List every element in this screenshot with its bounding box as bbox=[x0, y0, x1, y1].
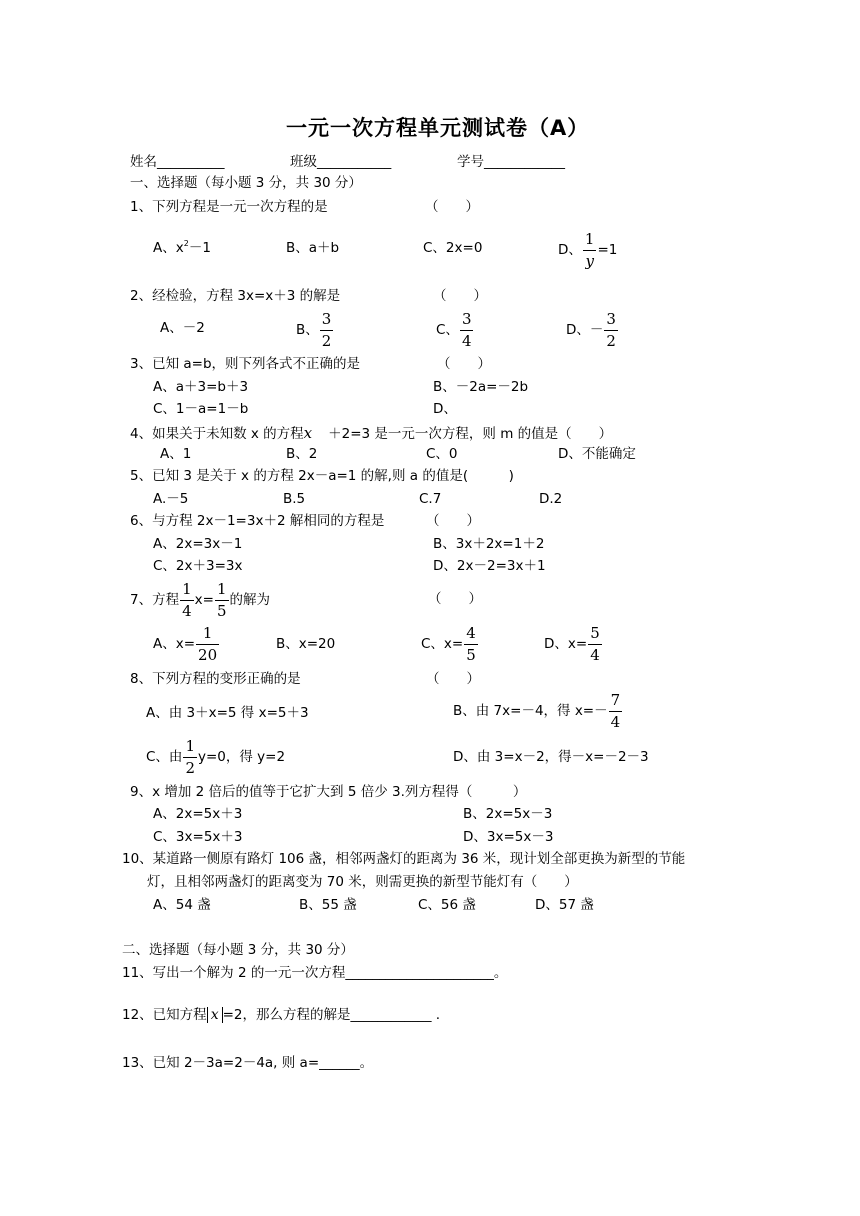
option-d: D、不能确定 bbox=[558, 446, 636, 462]
option-d: D、x= $\frac{5}{4}$ bbox=[544, 624, 600, 664]
option-a: A、$x^2-1$ bbox=[153, 239, 211, 256]
question-stem-cont: 灯，且相邻两盏灯的距离变为 70 米，则需更换的新型节能灯有（ ） bbox=[147, 874, 578, 890]
question-stem: 4、如果关于未知数 x 的方程x ＋2=3 是一元一次方程，则 m 的值是（ ） bbox=[130, 424, 613, 442]
option-c: C、x= $\frac{4}{5}$ bbox=[421, 624, 476, 664]
fraction: $\frac{1}{20}$ bbox=[198, 624, 218, 664]
question-stem: 3、已知 a=b，则下列各式不正确的是 bbox=[130, 356, 361, 372]
question-stem: 1、下列方程是一元一次方程的是 bbox=[130, 199, 328, 215]
option-d: D、 $\frac{1}{y}$ =1 bbox=[558, 230, 618, 270]
option-a: A、a＋3=b＋3 bbox=[153, 379, 249, 395]
option-a: A、2x=3x－1 bbox=[153, 536, 243, 552]
option-c: C、3x=5x＋3 bbox=[153, 829, 243, 845]
option-d: D.2 bbox=[539, 491, 563, 507]
option-c: C、由 $\frac{1}{2}$ y=0，得 y=2 bbox=[146, 737, 286, 777]
option-b: B、2 bbox=[286, 446, 318, 462]
page-title: 一元一次方程单元测试卷（A） bbox=[286, 116, 590, 140]
option-b: B.5 bbox=[283, 491, 306, 507]
option-d: D、3x=5x－3 bbox=[463, 829, 554, 845]
option-c: C、1－a=1－b bbox=[153, 401, 249, 417]
fraction: $\frac{3}{2}$ bbox=[321, 310, 332, 350]
question-fill-13: 13、已知 2－3a=2－4a, 则 a=______。 bbox=[122, 1055, 374, 1071]
option-b: B、3x＋2x=1＋2 bbox=[433, 536, 545, 552]
option-c: C.7 bbox=[419, 491, 442, 507]
option-c: C、0 bbox=[426, 446, 458, 462]
option-d: D、－ $\frac{3}{2}$ bbox=[566, 310, 616, 350]
option-d: D、由 3=x－2，得－x=－2－3 bbox=[453, 749, 649, 765]
question-fill-12: 12、已知方程 x =2，那么方程的解是____________ . bbox=[122, 1007, 441, 1023]
option-a: A、2x=5x＋3 bbox=[153, 806, 243, 822]
student-id-field[interactable]: 学号____________ bbox=[457, 154, 565, 170]
option-c: C、2x=0 bbox=[423, 240, 483, 256]
option-a: A、x= $\frac{1}{20}$ bbox=[153, 624, 218, 664]
question-stem: 10、某道路一侧原有路灯 106 盏，相邻两盏灯的距离为 36 米，现计划全部更换为新型的节能 bbox=[122, 851, 686, 867]
question-stem: 7、方程 $\frac{1}{4}$ x= $\frac{1}{5}$ 的解为 bbox=[130, 580, 270, 620]
question-stem: 8、下列方程的变形正确的是 bbox=[130, 671, 301, 687]
option-c: C、 $\frac{3}{4}$ bbox=[436, 310, 472, 350]
option-b: B、x=20 bbox=[276, 636, 336, 652]
fraction: $\frac{1}{2}$ bbox=[185, 737, 195, 777]
option-a: A、由 3＋x=5 得 x=5＋3 bbox=[146, 705, 309, 721]
option-a: A、1 bbox=[160, 446, 192, 462]
fraction: $\frac{5}{4}$ bbox=[590, 624, 600, 664]
fraction: $\frac{3}{2}$ bbox=[606, 310, 616, 350]
option-a: A.－5 bbox=[153, 491, 189, 507]
fraction: $\frac{3}{4}$ bbox=[461, 310, 472, 350]
option-b: B、 $\frac{3}{2}$ bbox=[296, 310, 332, 350]
option-c: C、2x＋3=3x bbox=[153, 558, 243, 574]
answer-paren: （ ） bbox=[426, 513, 480, 529]
answer-paren: （ ） bbox=[433, 288, 487, 304]
option-a: A、－2 bbox=[160, 320, 205, 336]
fraction: $\frac{1}{4}$ bbox=[182, 580, 192, 620]
answer-paren: （ ） bbox=[437, 356, 491, 372]
option-d: D、2x－2=3x＋1 bbox=[433, 558, 546, 574]
section-heading: 二、选择题（每小题 3 分，共 30 分） bbox=[122, 942, 354, 958]
option-b: B、a＋b bbox=[286, 240, 340, 256]
answer-paren: （ ） bbox=[426, 671, 480, 687]
name-field[interactable]: 姓名__________ bbox=[130, 154, 225, 170]
class-field[interactable]: 班级___________ bbox=[290, 154, 392, 170]
fraction: $\frac{7}{4}$ bbox=[610, 691, 621, 731]
fraction: $\frac{1}{y}$ bbox=[584, 230, 595, 270]
answer-paren: （ ） bbox=[428, 591, 482, 607]
fraction: $\frac{1}{5}$ bbox=[216, 580, 227, 620]
answer-paren: （ ） bbox=[425, 199, 479, 215]
fraction: $\frac{4}{5}$ bbox=[466, 624, 476, 664]
section-heading: 一、选择题（每小题 3 分，共 30 分） bbox=[130, 175, 362, 191]
option-c: C、56 盏 bbox=[418, 897, 476, 913]
option-d: D、 bbox=[433, 401, 457, 417]
option-d: D、57 盏 bbox=[535, 897, 594, 913]
option-b: B、55 盏 bbox=[299, 897, 357, 913]
question-fill-11: 11、写出一个解为 2 的一元一次方程______________________。 bbox=[122, 965, 508, 981]
absolute-value: x bbox=[207, 1007, 223, 1023]
question-stem: 9、x 增加 2 倍后的值等于它扩大到 5 倍少 3.列方程得（ ） bbox=[130, 784, 527, 800]
option-b: B、2x=5x－3 bbox=[463, 806, 553, 822]
option-b: B、由 7x=－4，得 x=－ $\frac{7}{4}$ bbox=[453, 691, 621, 731]
question-stem: 2、经检验，方程 3x=x＋3 的解是 bbox=[130, 288, 341, 304]
question-stem: 6、与方程 2x－1=3x＋2 解相同的方程是 bbox=[130, 513, 385, 529]
option-b: B、－2a=－2b bbox=[433, 379, 529, 395]
option-a: A、54 盏 bbox=[153, 897, 211, 913]
question-stem: 5、已知 3 是关于 x 的方程 2x－a=1 的解,则 a 的值是( ) bbox=[130, 468, 514, 484]
